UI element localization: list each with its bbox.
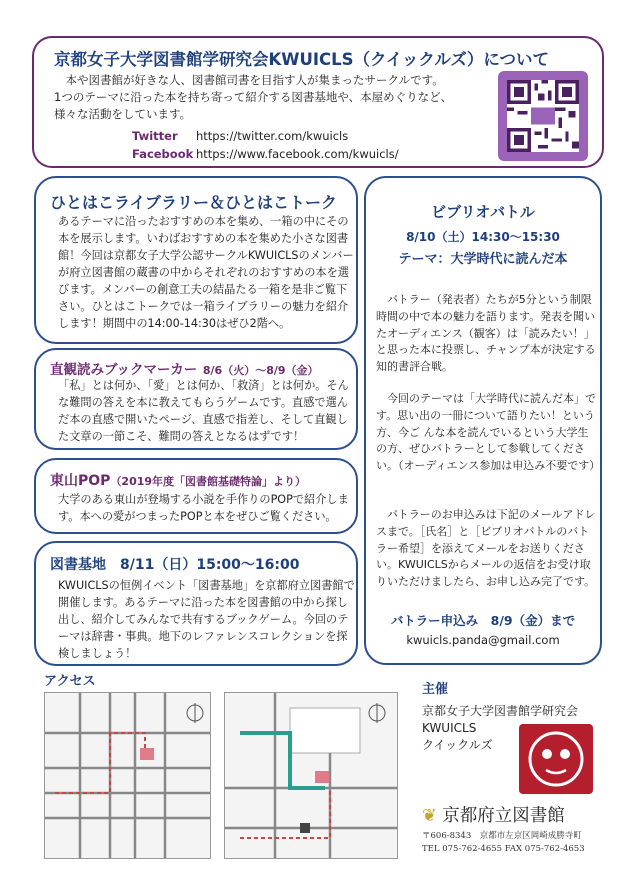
about-links [132, 127, 399, 163]
kichi-text: KWUICLSの恒例イベント「図書基地」を京都府立図書館で開催します。あるテーマに沿った本を図書館の中から探し出し、紹介してみんなで共有するブックゲーム。今回のテーマは辞書・事典。地下のレファレンスコレクションを探検しましょう！ [58, 579, 355, 660]
pop-box [34, 458, 358, 534]
about-line-1: 本や図書館が好きな人、図書館司書を目指す人が集まったサークルです。 [65, 73, 444, 87]
chokkan-heading [50, 358, 319, 378]
kichi-box [34, 541, 358, 666]
qr-code [498, 71, 588, 161]
biblio-box [364, 176, 602, 665]
kichi-title: 図書基地 8/11（日）15:00～16:00 [50, 557, 300, 573]
pop-title: 東山POP [50, 473, 111, 489]
about-title: 京都女子大学図書館学研究会KWUICLS（クイックルズ）について [54, 50, 550, 69]
twitter-label: Twitter [132, 129, 178, 143]
hitohako-text: あるテーマに沿ったおすすめの本を集め、一箱の中にその本を展示します。いわばおすすめの本を集めた小さな図書館！今回は京都女子大学公認サークルKWUICLSのメンバーが府立図書館の蔵書の中からそれぞれのおすすめの本を選びます。メンバーの創意工夫の結晶たる一箱を是非ご覧下さい。ひとはこトークでは一箱ライブラリーの魅力を紹介します！期間中の14:00-14:30はぜひ2階へ。 [58, 215, 354, 330]
facebook-link[interactable]: https://www.facebook.com/kwuicls/ [196, 147, 399, 161]
about-description [54, 72, 504, 123]
about-box [32, 36, 604, 168]
pop-subtitle: （2019年度「図書館基礎特論」より） [110, 475, 307, 488]
library-address: 〒606-8343 京都市左京区岡崎成勝寺町 [422, 831, 582, 841]
biblio-paragraph-1: バトラー（発表者）たちが5分という制限時間の中で本の魅力を語ります。発表を聞いたオーディエンス（観客）は「読みたい！」と思った本に投票し、チャンプ本が決定する知的書評合戦。 [376, 293, 596, 374]
chokkan-title: 直観読みブックマーカー [50, 362, 198, 378]
biblio-deadline: バトラー申込み 8/9（金）まで [390, 613, 576, 628]
about-line-2: 1つのテーマに沿った本を持ち寄って紹介する図書基地や、本屋めぐりなど、 [54, 90, 453, 104]
biblio-email[interactable]: kwuicls.panda@gmail.com [406, 633, 560, 647]
library-name: 京都府立図書館 [442, 806, 565, 826]
pop-text: 大学のある東山が登場する小説を手作りのPOPで紹介します。本への愛がつまったPOPと本をぜひご覧ください。 [58, 493, 349, 523]
pop-heading [50, 470, 306, 490]
hitohako-title: ひとはこライブラリー＆ひとはこトーク [50, 193, 338, 212]
facebook-label: Facebook [132, 147, 194, 161]
about-line-3: 様々な活動をしています。 [54, 107, 192, 121]
hitohako-box [34, 176, 358, 344]
library-tel: TEL 075-762-4655 FAX 075-762-4653 [422, 844, 585, 854]
library-block [422, 802, 585, 856]
organizer-abbr: KWUICLS [422, 721, 477, 735]
biblio-paragraph-3: バトラーのお申込みは下記のメールアドレスまで。［氏名］と［ビブリオバトルのバトラー希望］を添えてメールをお送りください。KWUICLSからメールの返信をお受け取りいただけましたら、お申し込み完了です。 [376, 508, 596, 589]
kwuicls-logo [519, 724, 593, 794]
biblio-title: ビブリオバトル [431, 203, 535, 221]
organizer-label: 主催 [422, 682, 449, 697]
library-emblem-icon: ❦ [422, 806, 437, 826]
chokkan-date: 8/6（火）～8/9（金） [202, 364, 319, 377]
access-map-1 [44, 692, 211, 859]
organizer-name: 京都女子大学図書館学研究会 [422, 704, 579, 718]
library-heading [422, 802, 585, 827]
access-map-2 [224, 692, 398, 859]
organizer-kana: クイックルズ [422, 738, 493, 752]
biblio-theme: テーマ：大学時代に読んだ本 [398, 252, 568, 267]
chokkan-box [34, 348, 358, 450]
biblio-datetime: 8/10（土）14:30～15:30 [406, 230, 560, 244]
twitter-link[interactable]: https://twitter.com/kwuicls [196, 129, 349, 143]
biblio-paragraph-2: 今回のテーマは「大学時代に読んだ本」です。思い出の一冊について語りたい！という方、今ご んな本を読んでいるという大学生の方、ぜひバトラーとして参戦してください。（オーディエンス参加は申込み不要です） [376, 392, 601, 473]
access-label: アクセス [44, 674, 96, 689]
chokkan-text: 「私」とは何か、「愛」とは何か、「救済」とは何か。そんな難問の答えを本に教えてもらうゲームです。直感で選んだ本の直感で開いたページ、直感で指差し、そして直観した文章の一節こそ、難問の答えとなるはずです！ [58, 379, 349, 443]
